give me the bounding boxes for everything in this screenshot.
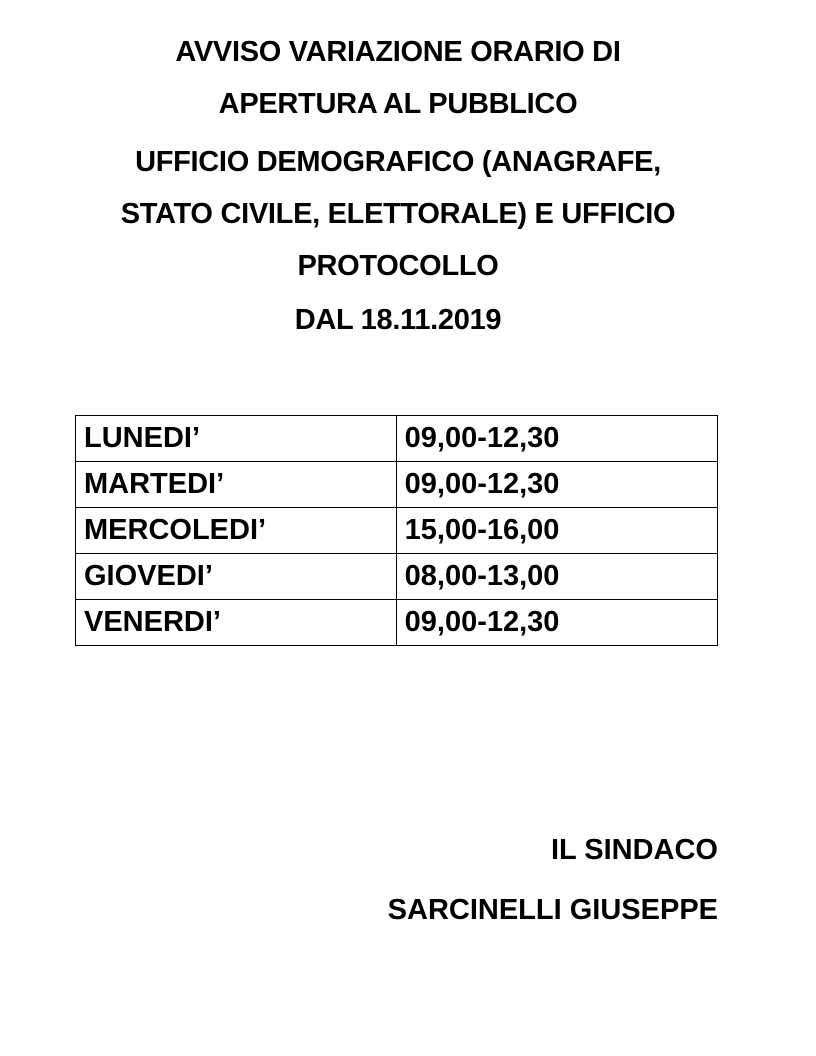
notice-title-line: APERTURA AL PUBBLICO bbox=[218, 88, 578, 120]
hours-cell: 15,00-16,00 bbox=[396, 508, 717, 554]
day-cell: VENERDI’ bbox=[76, 600, 397, 646]
table-row bbox=[76, 462, 718, 508]
table-row bbox=[76, 600, 718, 646]
hours-cell: 09,00-12,30 bbox=[396, 416, 717, 462]
table-row bbox=[76, 508, 718, 554]
hours-cell: 09,00-12,30 bbox=[396, 462, 717, 508]
day-cell: MARTEDI’ bbox=[76, 462, 397, 508]
signatory-name: SARCINELLI GIUSEPPE bbox=[387, 894, 718, 926]
notice-title-line: AVVISO VARIAZIONE ORARIO DI bbox=[175, 36, 621, 68]
notice-title bbox=[0, 26, 796, 130]
notice-subtitle-line: UFFICIO DEMOGRAFICO (ANAGRAFE, bbox=[135, 146, 661, 178]
notice-subtitle-line: STATO CIVILE, ELETTORALE) E UFFICIO bbox=[120, 198, 676, 230]
day-cell: LUNEDI’ bbox=[76, 416, 397, 462]
table-row bbox=[76, 554, 718, 600]
signatory-role: IL SINDACO bbox=[550, 834, 718, 866]
effective-date: DAL 18.11.2019 bbox=[294, 304, 502, 336]
hours-cell: 09,00-12,30 bbox=[396, 600, 717, 646]
hours-cell: 08,00-13,00 bbox=[396, 554, 717, 600]
notice-subtitle bbox=[0, 136, 796, 292]
day-cell: GIOVEDI’ bbox=[76, 554, 397, 600]
day-cell: MERCOLEDI’ bbox=[76, 508, 397, 554]
table-row bbox=[76, 416, 718, 462]
notice-subtitle-line: PROTOCOLLO bbox=[297, 250, 499, 282]
opening-hours-table bbox=[75, 415, 718, 646]
